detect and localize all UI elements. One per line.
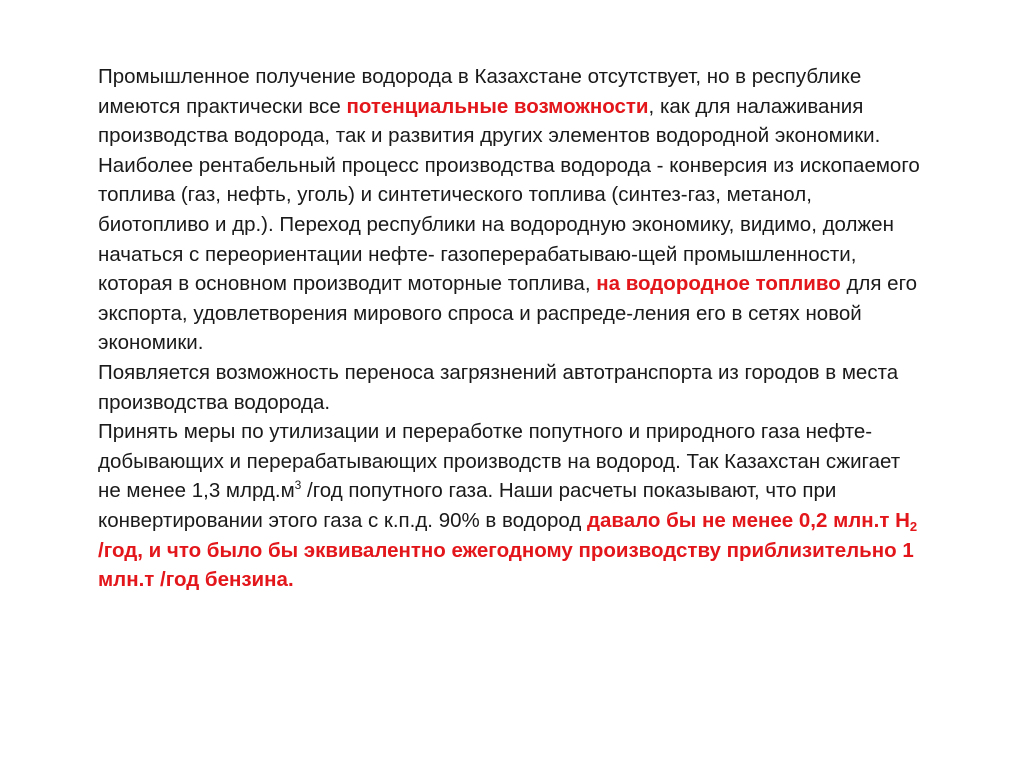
highlight-hydrogen-fuel: на водородное топливо xyxy=(596,272,841,296)
highlight-output-text-1: давало бы не менее 0,2 млн.т Н xyxy=(587,508,910,532)
paragraph-pollution-transfer xyxy=(98,358,926,417)
highlight-potential-opportunities: потенциальные возможности xyxy=(346,94,649,118)
paragraph-hydrogen-potential xyxy=(98,62,926,358)
paragraph2-text: Появляется возможность переноса загрязнений автотранспорта из городов в места производства водорода. xyxy=(98,360,899,414)
paragraph3-text-2: /год попутного газа. Наши расчеты показывают, что при конвертировании этого газа с к.п.д. 90% в водород xyxy=(98,479,837,532)
h2-subscript: 2 xyxy=(909,518,918,534)
slide-text-body xyxy=(98,62,926,595)
paragraph1-text-2: , как для налаживания производства водорода, так и развития других элементов водородной экономики. Наиболее рентабельный процесс производства водорода - конверсия из ископаемого топлива (газ, нефть, уголь) и синтетического топлива (синтез-газ, метанол, биотопливо и др.). Переход республики на водородную экономику, видимо, должен начаться с переориентации нефте- газоперерабатываю-щей промышленности, которая в основном производит моторные топлива, xyxy=(98,94,920,296)
cubic-superscript: 3 xyxy=(294,478,302,493)
paragraph1-text-1: Промышленное получение водорода в Казахстане отсутствует, но в республике имеются практически все xyxy=(98,65,862,118)
paragraph3-text-1: Принять меры по утилизации и переработке попутного и природного газа нефте- добывающих и перерабатывающих производств на водород. Так Казахстан сжигает не менее 1,3 млрд.м xyxy=(98,420,901,503)
highlight-output-text-2: /год, и что было бы эквивалентно ежегодному производству приблизительно 1 млн.т /год бензина. xyxy=(98,538,914,592)
paragraph1-text-3: для его экспорта, удовлетворения мирового спроса и распреде-ления его в сетях новой экономики. xyxy=(98,272,918,355)
paragraph-associated-gas xyxy=(98,417,926,595)
